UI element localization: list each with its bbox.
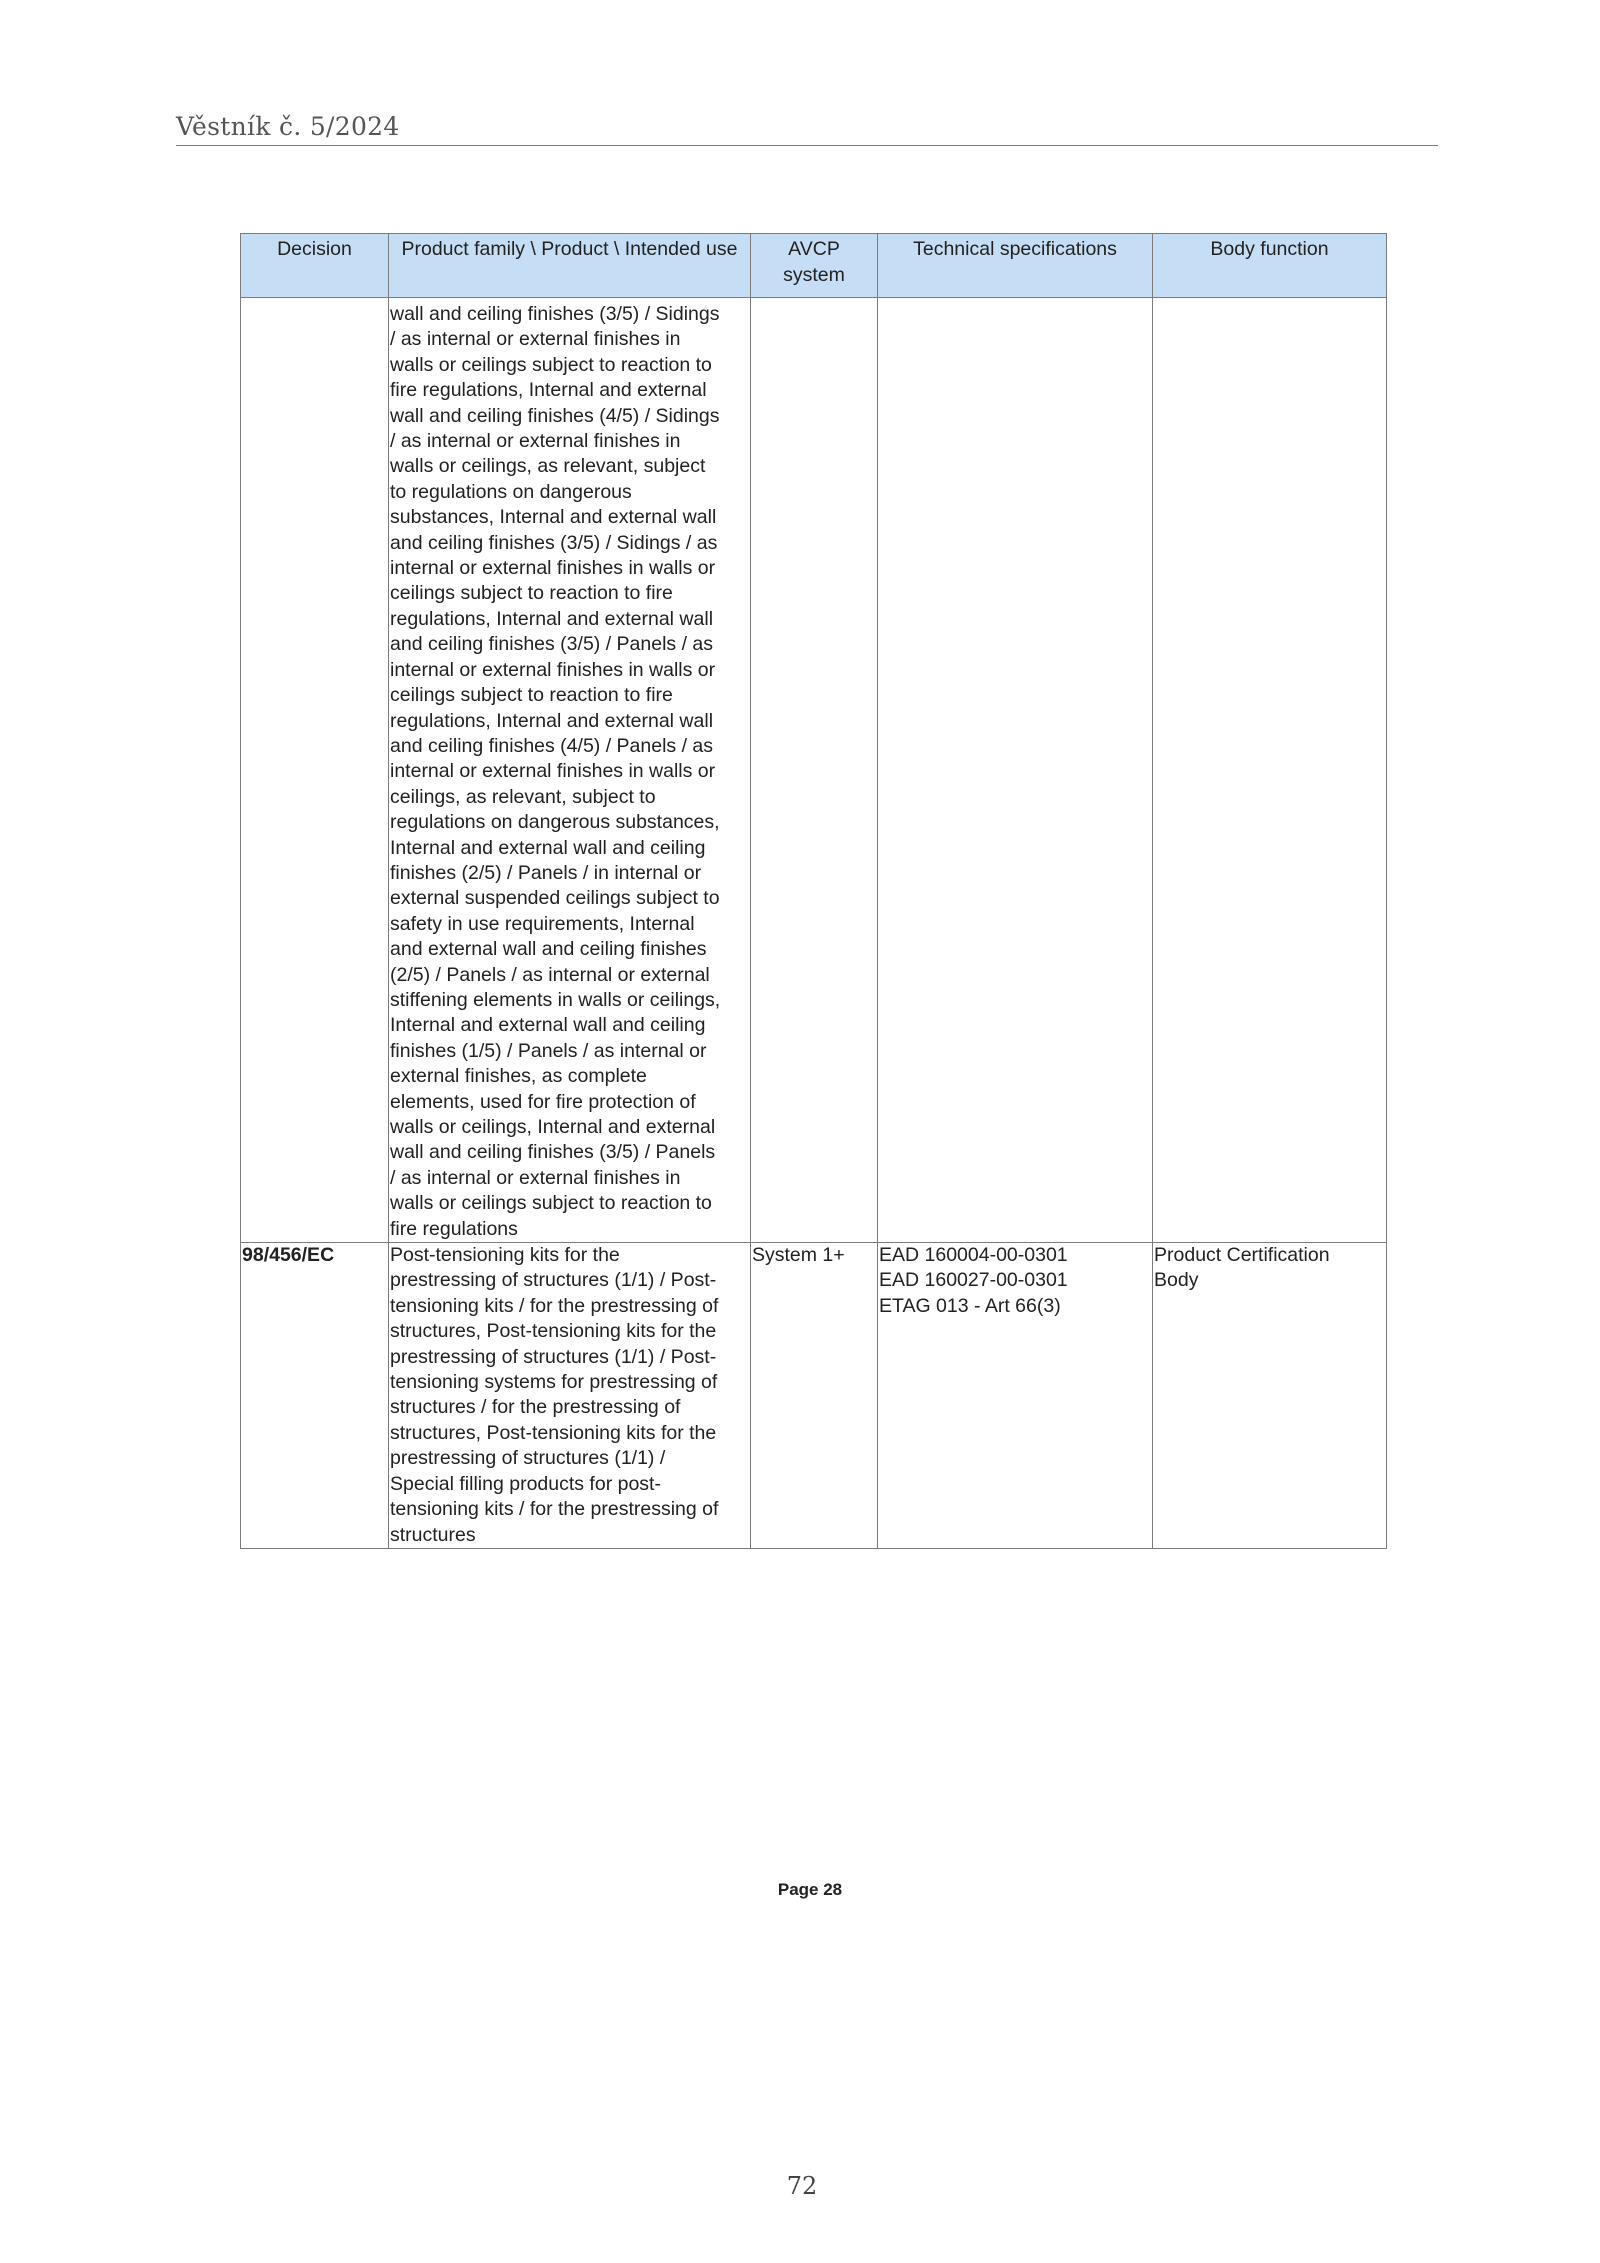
text-line: wall and ceiling finishes (3/5) / Sidings	[390, 303, 720, 325]
table-row-continuation	[241, 298, 1387, 1243]
text-line: ETAG 013 - Art 66(3)	[879, 1294, 1061, 1317]
text-line: wall and ceiling finishes (4/5) / Sidings	[390, 404, 720, 427]
text-line: substances, Internal and external wall	[390, 506, 717, 529]
text-line: structures / for the prestressing of	[390, 1396, 681, 1419]
text-line: stiffening elements in walls or ceilings,	[390, 988, 721, 1011]
text-line: ceilings subject to reaction to fire	[390, 582, 673, 605]
text-line: Body	[1154, 1269, 1199, 1292]
text-line: EAD 160004-00-0301	[879, 1244, 1068, 1267]
text-line: external finishes, as complete	[390, 1065, 647, 1088]
text-line: ceilings subject to reaction to fire	[390, 684, 673, 707]
cell-avcp: System 1+	[751, 1243, 878, 1549]
text-line: Internal and external wall and ceiling	[390, 836, 706, 859]
text-line: tensioning kits / for the prestressing of	[390, 1498, 719, 1521]
text-line: prestressing of structures (1/1) / Post-	[390, 1345, 717, 1368]
text-line: and ceiling finishes (3/5) / Panels / as	[390, 633, 714, 656]
text-line: structures, Post-tensioning kits for the	[390, 1421, 717, 1444]
text-line: external suspended ceilings subject to	[390, 887, 720, 910]
page-number: 72	[786, 2172, 818, 2200]
text-line: / as internal or external finishes in	[390, 430, 681, 453]
text-line: prestressing of structures (1/1) /	[390, 1447, 666, 1470]
text-line: finishes (2/5) / Panels / in internal or	[390, 861, 702, 884]
text-line: to regulations on dangerous	[390, 480, 632, 503]
cell-product-continuation	[389, 298, 751, 1243]
bulletin-title: Věstník č. 5/2024	[176, 112, 400, 141]
text-line: walls or ceilings, as relevant, subject	[390, 455, 706, 478]
text-line: regulations, Internal and external wall	[390, 607, 714, 630]
text-line: walls or ceilings, Internal and external	[390, 1116, 716, 1138]
header-divider	[176, 145, 1438, 146]
text-line: elements, used for fire protection of	[390, 1090, 696, 1113]
text-line: / as internal or external finishes in	[390, 328, 681, 351]
cell-decision-empty	[241, 298, 389, 1243]
column-header-decision: Decision	[241, 234, 389, 298]
text-line: fire regulations, Internal and external	[390, 379, 707, 402]
cell-body-function	[1153, 1243, 1387, 1549]
cell-decision: 98/456/EC	[241, 1243, 389, 1549]
text-line: internal or external finishes in walls or	[390, 658, 716, 681]
cell-specs-empty	[878, 298, 1153, 1243]
text-line: ceilings, as relevant, subject to	[390, 785, 656, 808]
cell-avcp-empty	[751, 298, 878, 1243]
text-line: fire regulations	[390, 1217, 518, 1240]
text-line: regulations on dangerous substances,	[390, 811, 720, 834]
text-line: safety in use requirements, Internal	[390, 912, 695, 935]
cell-technical-specifications	[878, 1243, 1153, 1549]
text-line: and ceiling finishes (4/5) / Panels / as	[390, 734, 714, 757]
text-line: (2/5) / Panels / as internal or external	[390, 963, 710, 986]
page-label: Page 28	[777, 1880, 843, 1899]
text-line: internal or external finishes in walls or	[390, 557, 716, 580]
text-line: walls or ceilings subject to reaction to	[390, 353, 712, 376]
text-line: / as internal or external finishes in	[390, 1166, 681, 1189]
text-line: walls or ceilings subject to reaction to	[390, 1192, 712, 1215]
text-line: Product Certification	[1154, 1244, 1330, 1267]
text-line: structures, Post-tensioning kits for the	[390, 1320, 717, 1343]
text-line: internal or external finishes in walls or	[390, 760, 716, 783]
text-line: Internal and external wall and ceiling	[390, 1014, 706, 1037]
text-line: regulations, Internal and external wall	[390, 709, 714, 732]
column-header-product: Product family \ Product \ Intended use	[389, 234, 751, 298]
column-header-technical-specifications: Technical specifications	[878, 234, 1153, 298]
text-line: Special filling products for post-	[390, 1472, 661, 1495]
text-line: wall and ceiling finishes (3/5) / Panels	[390, 1141, 716, 1164]
text-line: and ceiling finishes (3/5) / Sidings / as	[390, 531, 718, 554]
text-line: tensioning kits / for the prestressing of	[390, 1294, 719, 1317]
text-line: and external wall and ceiling finishes	[390, 938, 707, 961]
table-header-row	[241, 234, 1387, 298]
cell-body-empty	[1153, 298, 1387, 1243]
text-line: tensioning systems for prestressing of	[390, 1371, 718, 1394]
text-line: EAD 160027-00-0301	[879, 1269, 1068, 1292]
text-line: structures	[390, 1523, 476, 1546]
text-line: finishes (1/5) / Panels / as internal or	[390, 1039, 707, 1062]
table-row	[241, 1243, 1387, 1549]
column-header-body-function: Body function	[1153, 234, 1387, 298]
cell-product	[389, 1243, 751, 1549]
text-line: Post-tensioning kits for the	[390, 1244, 620, 1267]
product-table	[240, 233, 1387, 1549]
text-line: prestressing of structures (1/1) / Post-	[390, 1269, 717, 1292]
column-header-avcp: AVCP system	[751, 234, 878, 298]
